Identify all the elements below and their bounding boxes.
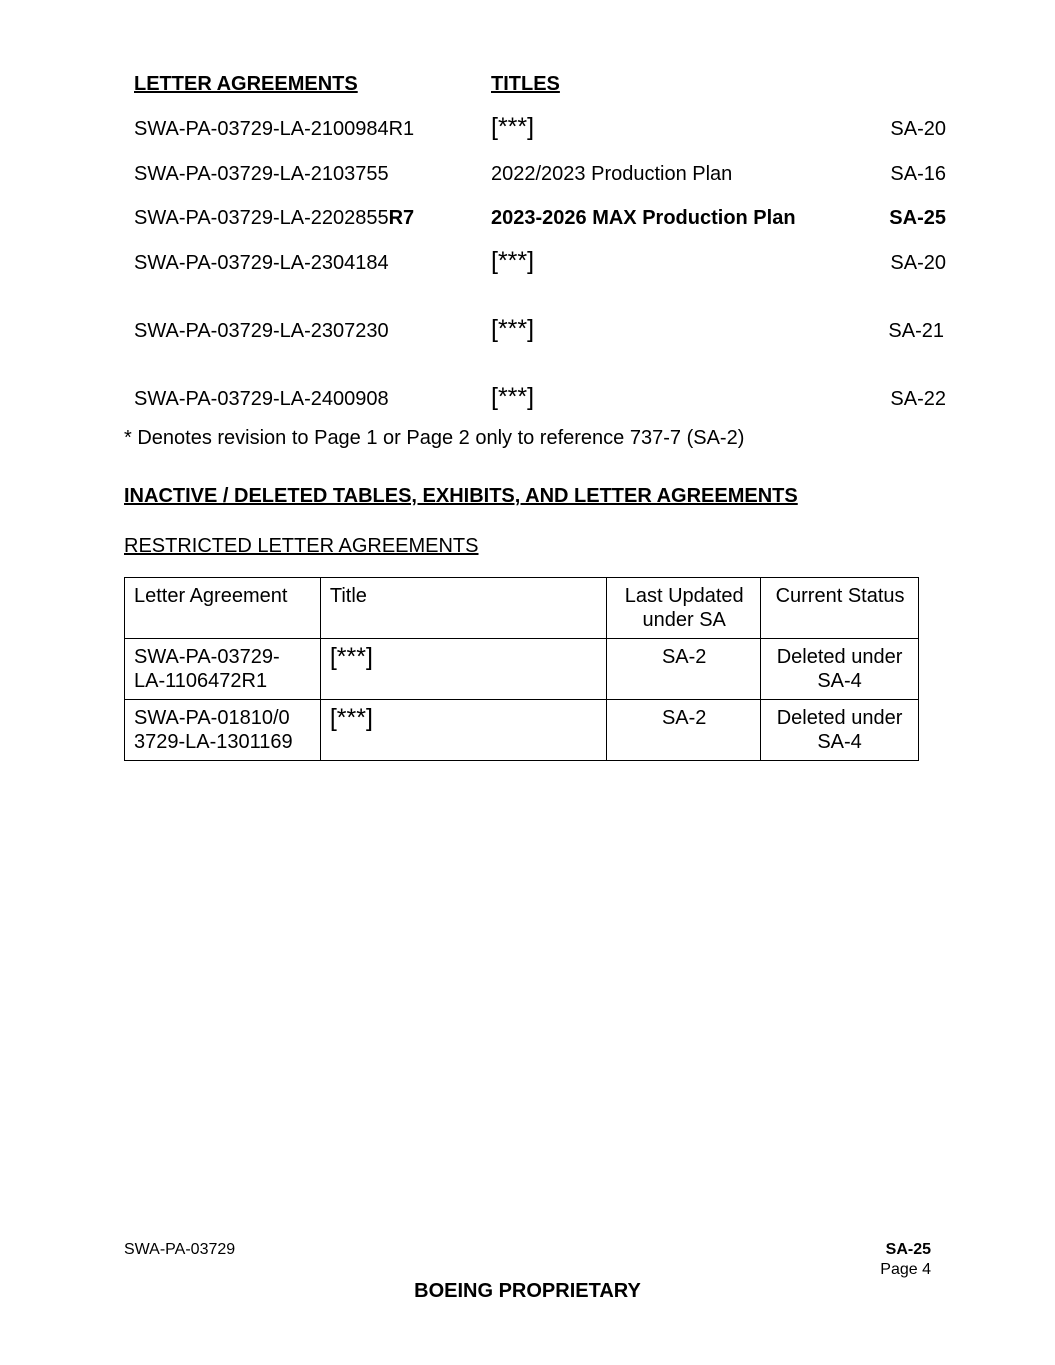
la-number: SWA-PA-03729-LA-2100984R1 [134,118,415,140]
la-title: [***] [491,113,535,141]
table-cell: Deleted under SA-4 [761,700,919,761]
la-sa: SA-25 [889,207,946,229]
titles-header: TITLES [491,73,560,95]
la-number-revision: R7 [388,207,415,229]
footer-doc-id: SWA-PA-03729 [124,1241,236,1258]
restricted-letter-agreements-table [124,577,919,761]
footer-page-number: Page 4 [880,1261,931,1278]
table-row [125,700,919,761]
table-cell: Deleted under SA-4 [761,639,919,700]
la-number-base: SWA-PA-03729-LA-2202855 [134,207,389,229]
restricted-subheading: RESTRICTED LETTER AGREEMENTS [124,535,479,557]
la-number: SWA-PA-03729-LA-2103755 [134,163,389,185]
la-title: 2023-2026 MAX Production Plan [491,207,796,229]
la-sa: SA-20 [890,118,946,140]
table-cell: [***] [320,639,606,700]
la-title: 2022/2023 Production Plan [491,163,733,185]
column-header: Current Status [761,578,919,639]
table-cell: SWA-PA-03729-LA-1106472R1 [125,639,321,700]
la-number: SWA-PA-03729-LA-2304184 [134,252,389,274]
la-number [134,207,414,230]
table-cell: [***] [320,700,606,761]
la-title: [***] [491,315,535,343]
la-number: SWA-PA-03729-LA-2307230 [134,320,389,342]
la-sa: SA-20 [890,252,946,274]
la-sa: SA-16 [890,163,946,185]
footnote: * Denotes revision to Page 1 or Page 2 only to reference 737-7 (SA-2) [124,427,745,449]
la-title: [***] [491,383,535,411]
table-header-row [125,578,919,639]
inactive-section-heading: INACTIVE / DELETED TABLES, EXHIBITS, AND LETTER AGREEMENTS [124,485,798,507]
table-cell: SA-2 [607,639,761,700]
table-cell: SA-2 [607,700,761,761]
table-cell: SWA-PA-01810/03729-LA-1301169 [125,700,321,761]
la-sa: SA-22 [890,388,946,410]
letter-agreements-header: LETTER AGREEMENTS [134,73,358,95]
column-header: Letter Agreement [125,578,321,639]
footer-proprietary: BOEING PROPRIETARY [414,1280,641,1302]
la-number: SWA-PA-03729-LA-2400908 [134,388,389,410]
column-header: Last Updated under SA [607,578,761,639]
la-sa: SA-21 [888,320,944,342]
la-title: [***] [491,247,535,275]
footer-sa: SA-25 [885,1241,931,1258]
column-header: Title [320,578,606,639]
table-row [125,639,919,700]
